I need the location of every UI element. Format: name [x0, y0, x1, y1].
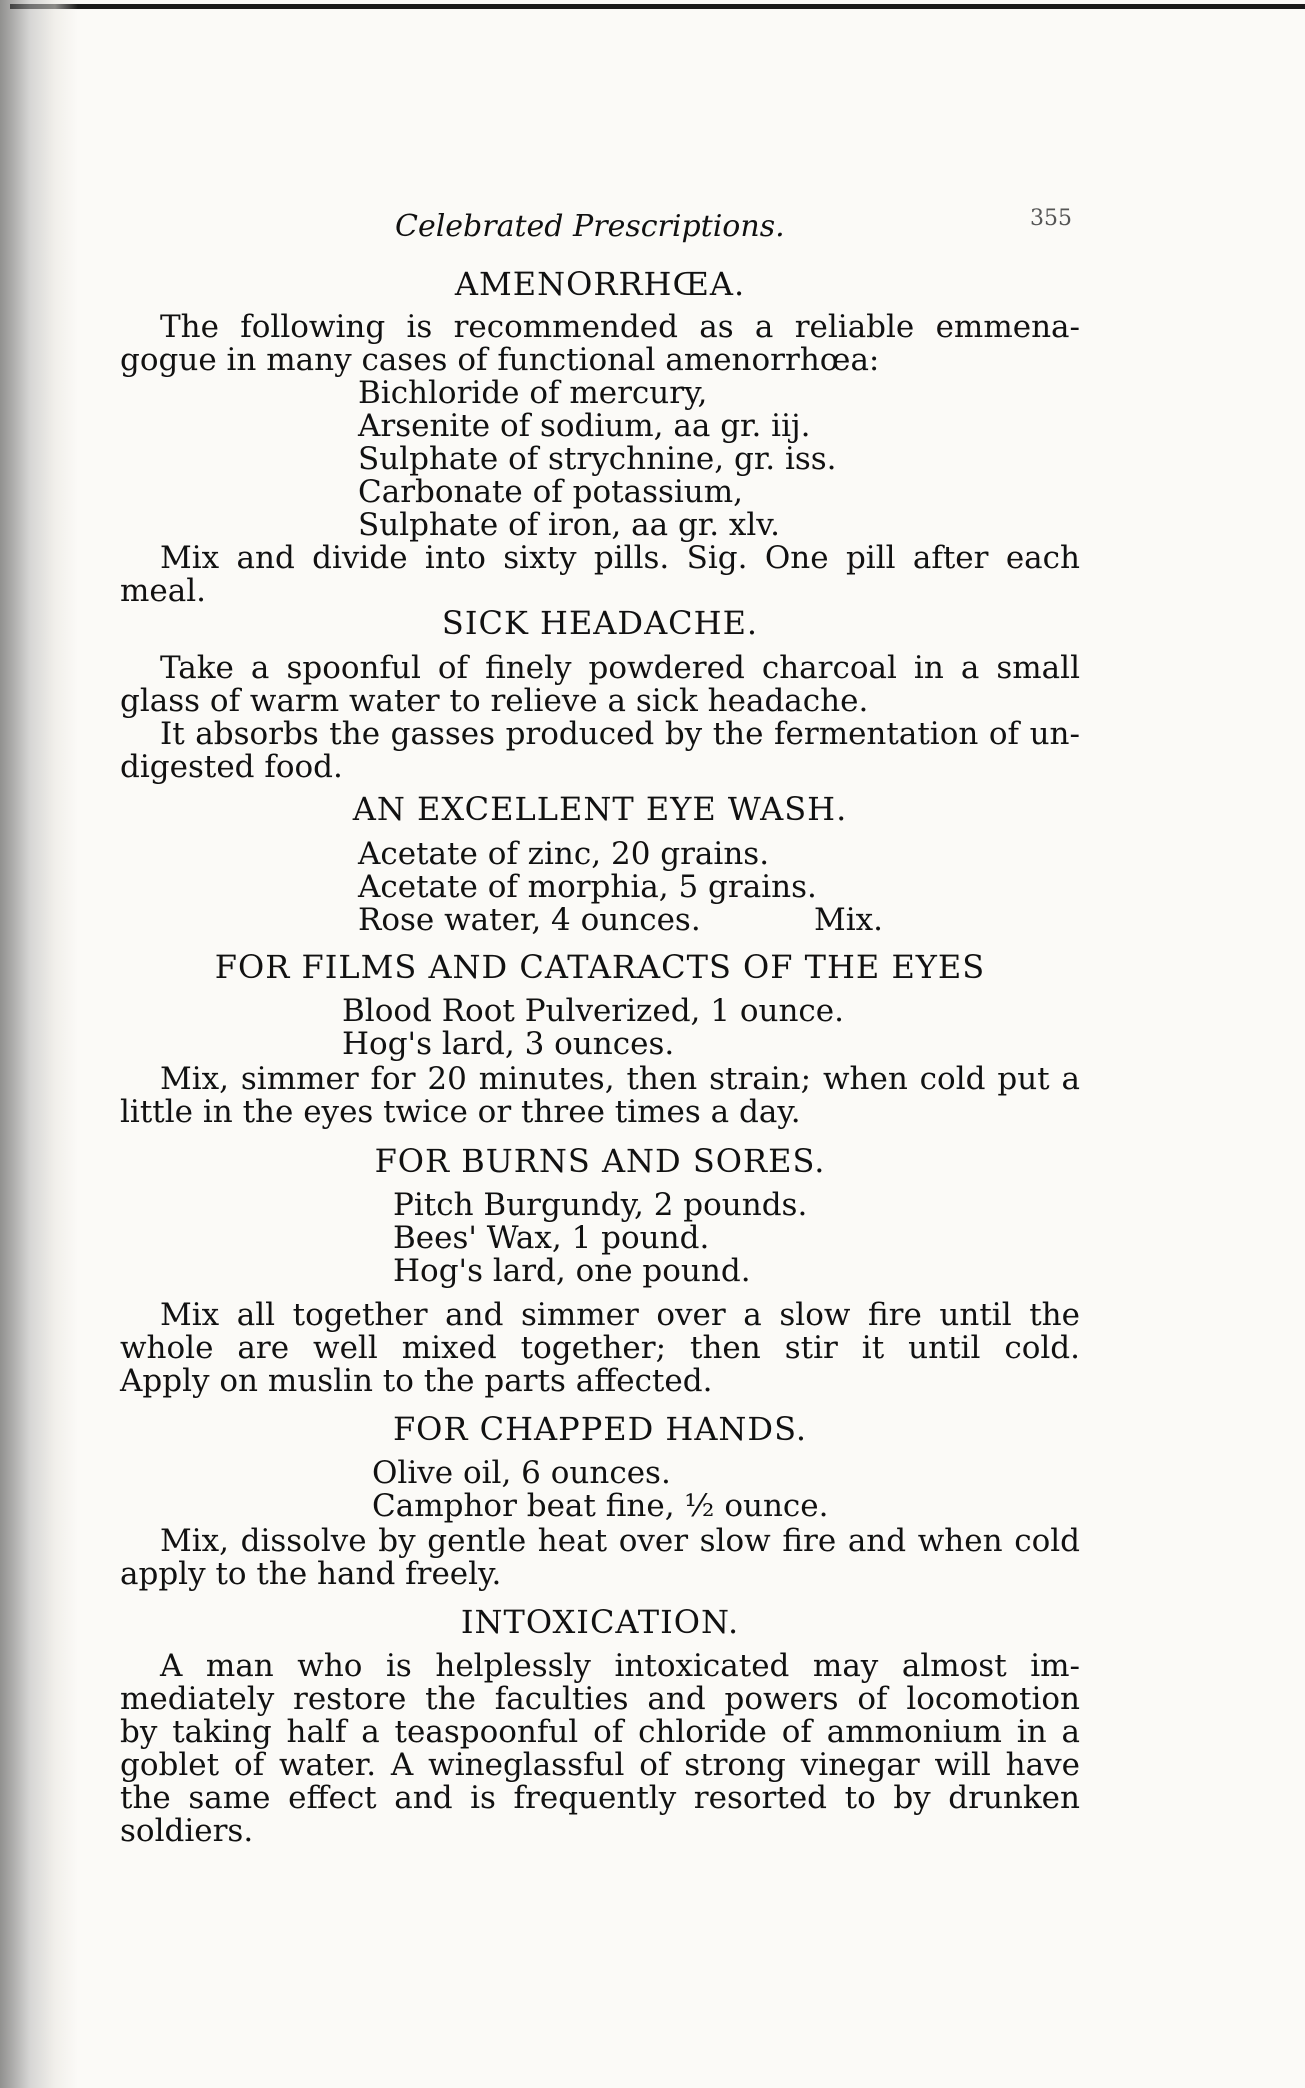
directions-line: Mix, dissolve by gentle heat over slow fire and when cold: [160, 1523, 1080, 1559]
ingredient-line: Bichloride of mercury,: [358, 375, 708, 411]
ingredient-line: Olive oil, 6 ounces.: [372, 1455, 671, 1491]
body-line: by taking half a teaspoonful of chloride of ammonium in a: [120, 1714, 1080, 1750]
book-page: [120, 0, 1080, 2088]
ingredient-line: Bees' Wax, 1 pound.: [393, 1220, 710, 1256]
body-line: goblet of water. A wineglassful of strong vinegar will have: [120, 1747, 1080, 1783]
body-line: mediately restore the faculties and powers of locomotion: [120, 1681, 1080, 1717]
section-title-amenorrhoea: AMENORRHŒA.: [454, 265, 746, 303]
ingredient-line: Sulphate of strychnine, gr. iss.: [358, 441, 837, 477]
section-title-cataracts: FOR FILMS AND CATARACTS OF THE EYES: [214, 948, 986, 986]
directions-line: Mix all together and simmer over a slow fire until the: [160, 1297, 1080, 1333]
section-title-intoxication: INTOXICATION.: [460, 1603, 740, 1641]
ingredient-line: Acetate of zinc, 20 grains.: [358, 836, 770, 872]
body-line: the same effect and is frequently resorted to by drunken: [120, 1780, 1080, 1816]
intro-line: gogue in many cases of functional amenorrhœa:: [120, 342, 880, 378]
body-line: glass of warm water to relieve a sick headache.: [120, 683, 869, 719]
body-line: Take a spoonful of finely powdered charcoal in a small: [160, 650, 1080, 686]
intro-line: The following is recommended as a reliable emmena-: [160, 309, 1080, 345]
directions-line: Mix and divide into sixty pills. Sig. One pill after each: [160, 540, 1080, 576]
running-title: Celebrated Prescriptions.: [395, 209, 785, 244]
section-title-sick-headache: SICK HEADACHE.: [441, 604, 759, 642]
body-line: digested food.: [120, 749, 343, 785]
ingredient-line: Hog's lard, one pound.: [393, 1253, 751, 1289]
directions-line: little in the eyes twice or three times a day.: [120, 1094, 801, 1130]
section-title-eye-wash: AN EXCELLENT EYE WASH.: [352, 790, 848, 828]
ingredient-line: Arsenite of sodium, aa gr. iij.: [358, 408, 811, 444]
directions-line: Apply on muslin to the parts affected.: [120, 1363, 713, 1399]
ingredient-line: Rose water, 4 ounces.: [358, 902, 701, 938]
directions-line: whole are well mixed together; then stir it until cold.: [120, 1330, 1080, 1366]
ingredient-line: Acetate of morphia, 5 grains.: [358, 869, 817, 905]
body-line: It absorbs the gasses produced by the fermentation of un-: [160, 716, 1080, 752]
ingredient-note: Mix.: [814, 902, 883, 938]
ingredient-line: Camphor beat fine, ½ ounce.: [372, 1488, 829, 1524]
binding-shadow: [0, 0, 78, 2088]
ingredient-line: Blood Root Pulverized, 1 ounce.: [342, 993, 844, 1029]
ingredient-line: Carbonate of potassium,: [358, 474, 744, 510]
page-header: [120, 206, 1080, 250]
ingredient-line: Sulphate of iron, aa gr. xlv.: [358, 507, 780, 543]
body-line: soldiers.: [120, 1813, 254, 1849]
directions-line: meal.: [120, 573, 206, 609]
ingredient-line: Hog's lard, 3 ounces.: [342, 1026, 675, 1062]
directions-line: Mix, simmer for 20 minutes, then strain; when cold put a: [160, 1061, 1080, 1097]
page-number: 355: [1030, 206, 1072, 231]
section-title-chapped-hands: FOR CHAPPED HANDS.: [392, 1410, 808, 1448]
directions-line: apply to the hand freely.: [120, 1556, 502, 1592]
ingredient-line: Pitch Burgundy, 2 pounds.: [393, 1187, 808, 1223]
section-title-burns: FOR BURNS AND SORES.: [374, 1142, 826, 1180]
body-line: A man who is helplessly intoxicated may almost im-: [160, 1648, 1080, 1684]
